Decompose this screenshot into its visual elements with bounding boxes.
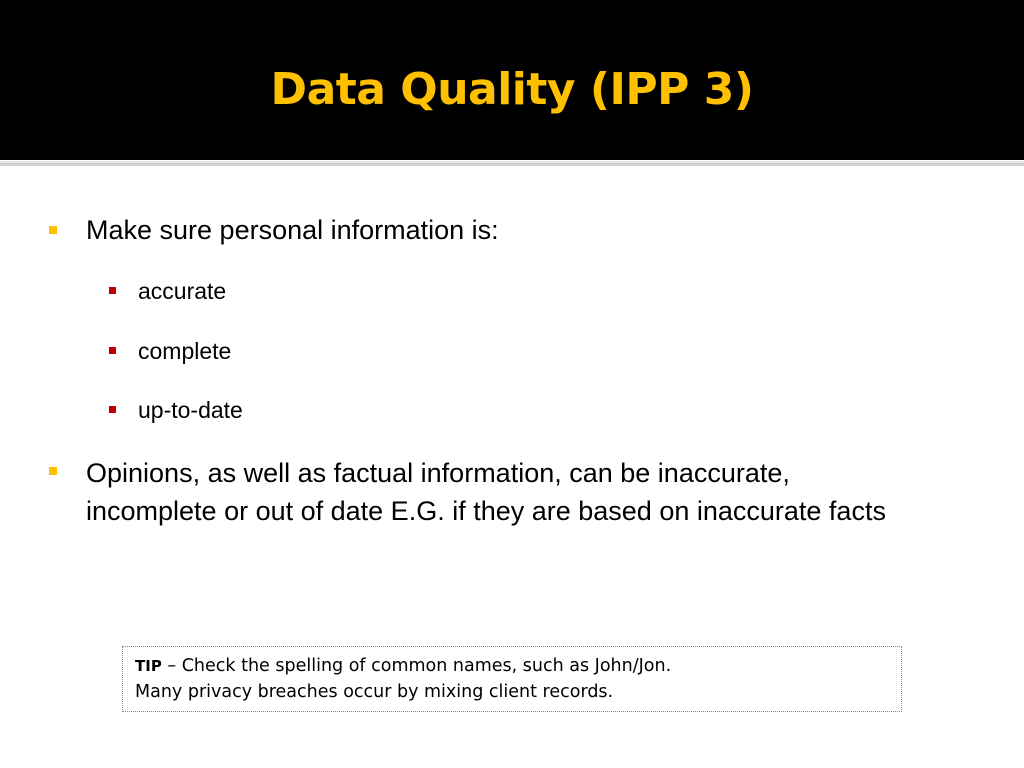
square-bullet-icon [109, 406, 116, 413]
tip-text: – Check the spelling of common names, such as John/Jon. [161, 656, 672, 676]
title-divider-shadow [0, 163, 1024, 166]
sub-bullet-text: accurate [138, 278, 227, 304]
bullet-text-line1: Opinions, as well as factual information, can be inaccurate, [86, 458, 790, 488]
tip-line-1 [135, 653, 891, 679]
bullet-text-line2: incomplete or out of date E.G. if they are based on inaccurate facts [86, 496, 886, 526]
tip-label: TIP [135, 657, 162, 675]
square-bullet-icon [49, 226, 57, 234]
square-bullet-icon [49, 467, 57, 475]
slide-title: Data Quality (IPP 3) [270, 64, 754, 115]
square-bullet-icon [109, 287, 116, 294]
tip-box [122, 646, 902, 712]
tip-line-2: Many privacy breaches occur by mixing client records. [135, 682, 614, 702]
square-bullet-icon [109, 347, 116, 354]
sub-bullet-text: up-to-date [138, 397, 243, 423]
sub-bullet-text: complete [138, 338, 232, 364]
bullet-text: Make sure personal information is: [86, 215, 499, 245]
